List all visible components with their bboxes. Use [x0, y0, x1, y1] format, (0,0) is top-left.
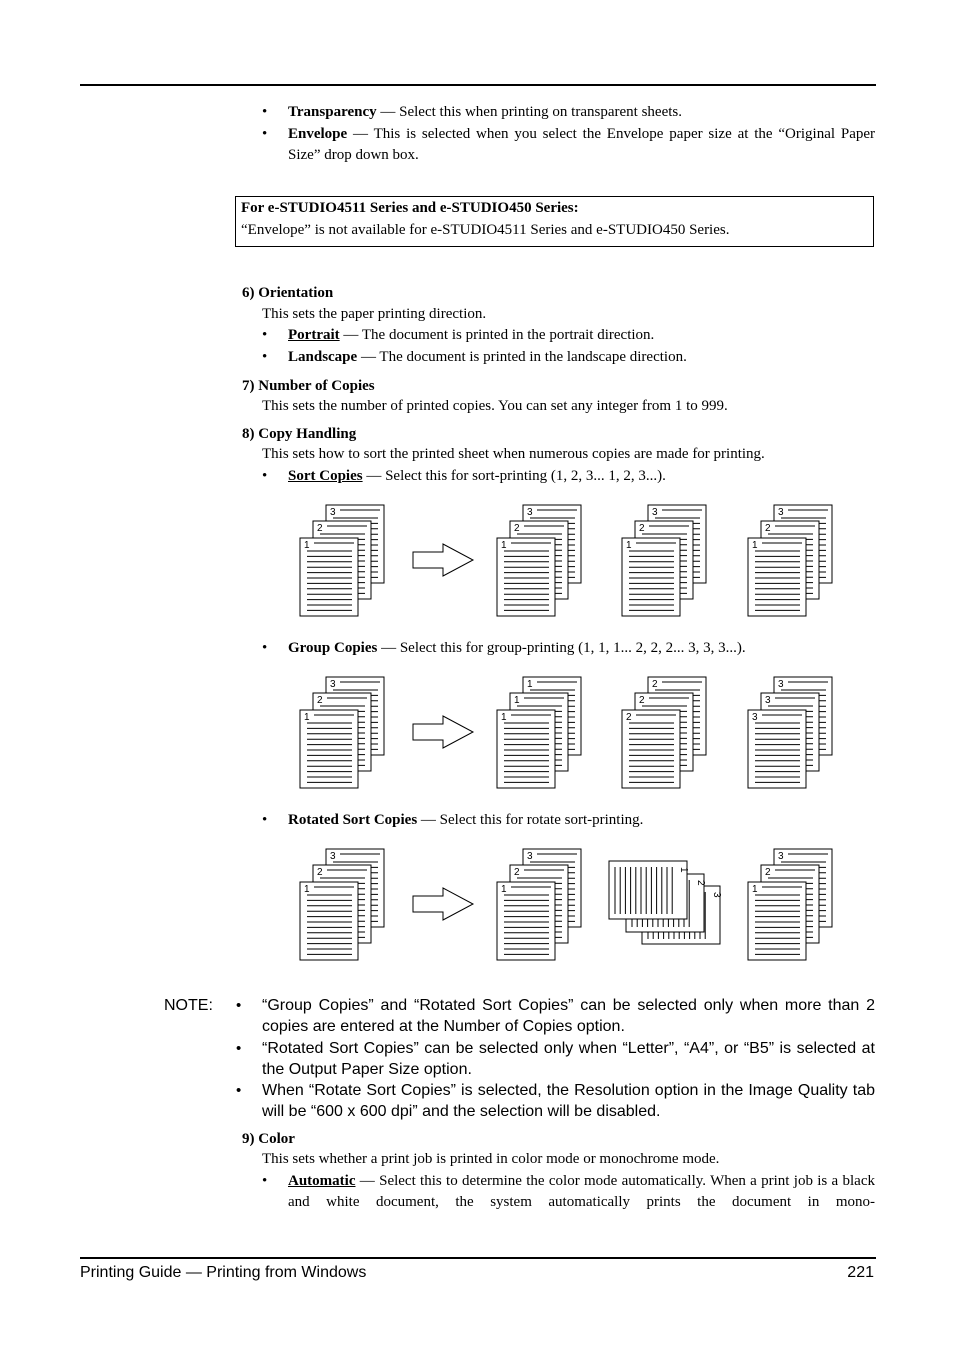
sheet-number: 2: [317, 523, 323, 534]
bullet: •: [262, 327, 268, 343]
note-item: “Rotated Sort Copies” can be selected only when “Letter”, “A4”, or “B5” is selected at the Output Paper Size option.: [262, 1040, 875, 1078]
sheet-number: 3: [711, 892, 722, 898]
result-stack: [748, 849, 832, 960]
section-desc: This sets the paper printing direction.: [262, 306, 487, 322]
notice-title: For e-STUDIO4511 Series and e-STUDIO450 Series:: [241, 200, 579, 216]
sheet-number: 1: [304, 712, 310, 723]
section-heading-orientation: 6) Orientation: [242, 285, 334, 301]
source-stack: [300, 849, 384, 960]
result-stack: [748, 677, 832, 788]
note-item: “Group Copies” and “Rotated Sort Copies” can be selected only when more than 2 copies are entered at the Number of Copies option.: [262, 997, 875, 1035]
notice-body: “Envelope” is not available for e-STUDIO4511 Series and e-STUDIO450 Series.: [241, 222, 730, 238]
section-heading-color: 9) Color: [242, 1131, 295, 1147]
sheet-number: 2: [765, 523, 771, 534]
sheet-number: 3: [752, 712, 758, 723]
footer-title: Printing Guide — Printing from Windows: [80, 1264, 367, 1281]
sheet-number: 1: [501, 540, 507, 551]
sheet-number: 3: [765, 695, 771, 706]
source-stack: [300, 677, 384, 788]
bullet: •: [262, 349, 268, 365]
sheet-number: 2: [695, 880, 706, 886]
sheet-number: 1: [514, 695, 520, 706]
sheet-number: 3: [330, 507, 336, 518]
result-stack: [497, 677, 581, 788]
sheet-number: 1: [752, 540, 758, 551]
arrow-right-icon: [413, 888, 473, 920]
bullet: •: [262, 640, 268, 656]
result-stack: [622, 677, 706, 788]
sheet-number: 1: [304, 884, 310, 895]
sheet-number: 1: [678, 867, 689, 873]
bullet-rotated-sort: Rotated Sort Copies — Select this for rotate sort-printing.: [288, 812, 644, 828]
sheet-number: 3: [778, 507, 784, 518]
term: Envelope: [288, 126, 348, 142]
note-item: When “Rotate Sort Copies” is selected, the Resolution option in the Image Quality tab will be “600 x 600 dpi” and the selection will be disabled.: [262, 1082, 875, 1120]
sheet-number: 3: [330, 679, 336, 690]
sheet-number: 2: [639, 695, 645, 706]
sheet-number: 1: [626, 540, 632, 551]
desc: — Select this when printing on transparent sheets.: [376, 104, 682, 120]
bullet: •: [262, 812, 268, 828]
bullet-automatic: Automatic — Select this to determine the color mode automatically. When a print job is a black and white document, the system automatically prints the document in mono-: [288, 1173, 875, 1210]
section-heading-copies: 7) Number of Copies: [242, 378, 375, 394]
sheet-number: 1: [501, 884, 507, 895]
sheet-number: 3: [527, 851, 533, 862]
rotated-stack: [609, 861, 722, 944]
bullet-portrait: Portrait — The document is printed in the portrait direction.: [288, 327, 655, 343]
note-label: NOTE:: [164, 997, 213, 1014]
page-number: 221: [847, 1264, 874, 1281]
source-stack: [300, 505, 384, 616]
bullet: •: [262, 468, 268, 484]
sheet-number: 2: [514, 523, 520, 534]
sheet-number: 2: [626, 712, 632, 723]
bullet-sort-copies: Sort Copies — Select this for sort-printing (1, 2, 3... 1, 2, 3...).: [288, 468, 666, 484]
sheet-number: 2: [514, 867, 520, 878]
sheet-number: 2: [317, 867, 323, 878]
result-stack: [497, 505, 581, 616]
sheet-number: 2: [652, 679, 658, 690]
arrow-right-icon: [413, 544, 473, 576]
result-stack: [748, 505, 832, 616]
bullet: •: [236, 1040, 242, 1057]
sheet-number: 1: [304, 540, 310, 551]
bullet: •: [262, 104, 268, 120]
sheet-number: 1: [527, 679, 533, 690]
sheet-number: 2: [639, 523, 645, 534]
sheet-number: 3: [527, 507, 533, 518]
section-desc: This sets the number of printed copies. You can set any integer from 1 to 999.: [262, 398, 728, 414]
section-heading-copy-handling: 8) Copy Handling: [242, 426, 357, 442]
bullet-landscape: Landscape — The document is printed in the landscape direction.: [288, 349, 687, 365]
sheet-number: 3: [652, 507, 658, 518]
section-desc: This sets how to sort the printed sheet when numerous copies are made for printing.: [262, 446, 765, 462]
arrow-right-icon: [413, 716, 473, 748]
bullet: •: [236, 997, 242, 1014]
bullet: •: [236, 1082, 242, 1099]
bullet: •: [262, 126, 268, 142]
sheet-number: 3: [330, 851, 336, 862]
sheet-number: 1: [501, 712, 507, 723]
term: Transparency: [288, 104, 377, 120]
sheet-number: 2: [317, 695, 323, 706]
sheet-number: 3: [778, 851, 784, 862]
section-desc: This sets whether a print job is printed in color mode or monochrome mode.: [262, 1151, 720, 1167]
desc: — This is selected when you select the Envelope paper size at the “Original Paper Size” drop down box.: [288, 126, 875, 163]
sheet-number: 3: [778, 679, 784, 690]
result-stack: [497, 849, 581, 960]
sheet-number: 1: [752, 884, 758, 895]
footer-rule: [80, 1257, 876, 1259]
bullet-group-copies: Group Copies — Select this for group-printing (1, 1, 1... 2, 2, 2... 3, 3, 3...).: [288, 640, 746, 656]
bullet: •: [262, 1173, 268, 1189]
sheet-number: 2: [765, 867, 771, 878]
result-stack: [622, 505, 706, 616]
